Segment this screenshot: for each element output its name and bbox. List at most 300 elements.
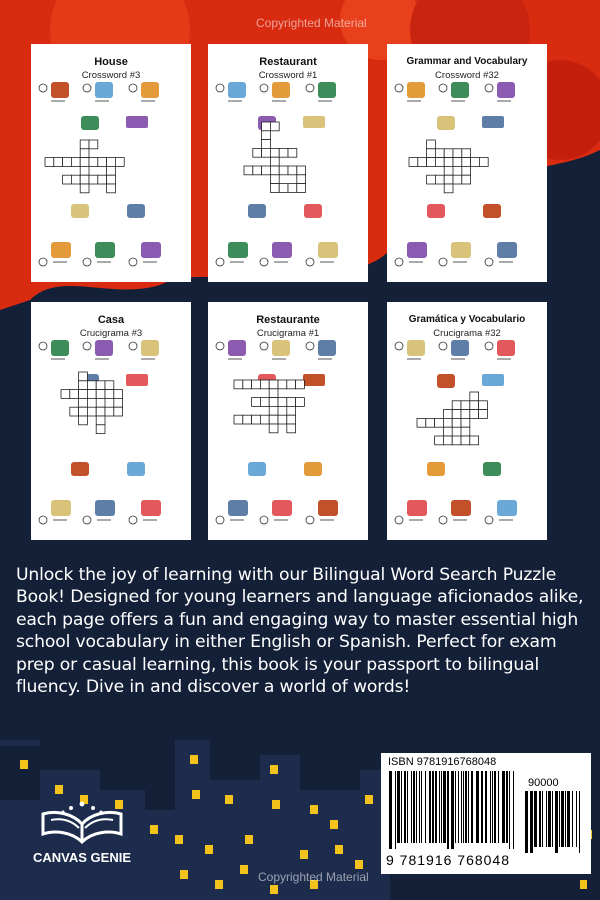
crossword-cell bbox=[79, 407, 88, 416]
barcode-bar bbox=[559, 791, 560, 847]
price-code: 90000 bbox=[528, 777, 559, 789]
barcode-box bbox=[381, 753, 591, 874]
barcode-bar bbox=[395, 771, 396, 849]
clue-word-line bbox=[453, 519, 467, 521]
crossword-cell bbox=[96, 425, 105, 434]
clue-word-line bbox=[230, 261, 244, 263]
clue-picture-icon bbox=[127, 462, 145, 476]
clue-picture-icon bbox=[407, 500, 427, 516]
crossword-cell bbox=[453, 158, 462, 167]
clue-number-badge bbox=[395, 516, 403, 524]
crossword-cell bbox=[253, 166, 262, 175]
crossword-cell bbox=[269, 398, 278, 407]
barcode-bar bbox=[441, 771, 442, 843]
crossword-cell bbox=[269, 389, 278, 398]
crossword-cell bbox=[79, 390, 88, 399]
crossword-cell bbox=[260, 380, 269, 389]
lit-window bbox=[192, 790, 200, 799]
crossword-cell bbox=[453, 175, 462, 184]
barcode-bar bbox=[468, 771, 469, 843]
clue-number-badge bbox=[306, 342, 314, 350]
watermark-top: Copyrighted Material bbox=[256, 16, 367, 30]
clue-word-line bbox=[409, 261, 423, 263]
clue-picture-icon bbox=[407, 242, 427, 258]
crossword-cell bbox=[435, 418, 444, 427]
clue-word-line bbox=[453, 261, 467, 263]
card-subtitle: Crucigrama #3 bbox=[79, 328, 143, 339]
clue-number-badge bbox=[306, 84, 314, 92]
barcode-bar bbox=[539, 791, 541, 847]
building-roof bbox=[0, 740, 40, 746]
crossword-cell bbox=[80, 158, 89, 167]
crossword-cell bbox=[80, 140, 89, 149]
clue-word-line bbox=[143, 261, 157, 263]
clue-number-badge bbox=[129, 258, 137, 266]
barcode-bar bbox=[502, 771, 505, 843]
crossword-cell bbox=[80, 149, 89, 158]
brand-name: CANVAS GENIE bbox=[33, 850, 131, 865]
crossword-cell bbox=[462, 158, 471, 167]
barcode-bar bbox=[555, 791, 558, 853]
crossword-cell bbox=[54, 158, 63, 167]
clue-picture-icon bbox=[437, 116, 455, 130]
barcode-bars bbox=[389, 771, 514, 851]
lit-window bbox=[365, 795, 373, 804]
crossword-cell bbox=[470, 436, 479, 445]
crossword-cell bbox=[262, 131, 271, 140]
crossword-cell bbox=[79, 372, 88, 381]
lit-window bbox=[355, 860, 363, 869]
crossword-cell bbox=[409, 158, 418, 167]
card-casa bbox=[31, 302, 191, 540]
crossword-cell bbox=[452, 410, 461, 419]
clue-picture-icon bbox=[483, 462, 501, 476]
clue-picture-icon bbox=[141, 340, 159, 356]
crossword-cell bbox=[70, 390, 79, 399]
crossword-cell bbox=[260, 398, 269, 407]
crossword-cell bbox=[296, 380, 305, 389]
crossword-cell bbox=[107, 166, 116, 175]
clue-number-badge bbox=[439, 84, 447, 92]
lit-window bbox=[580, 880, 587, 889]
barcode-bar bbox=[407, 771, 408, 843]
crossword-cell bbox=[435, 158, 444, 167]
crossword-cell bbox=[279, 184, 288, 193]
crossword-cell bbox=[114, 407, 123, 416]
clue-picture-icon bbox=[95, 82, 113, 98]
clue-picture-icon bbox=[95, 242, 115, 258]
crossword-cell bbox=[270, 122, 279, 131]
crossword-cell bbox=[279, 148, 288, 157]
clue-word-line bbox=[320, 519, 334, 521]
crossword-cell bbox=[444, 158, 453, 167]
clue-picture-icon bbox=[272, 340, 290, 356]
clue-number-badge bbox=[216, 84, 224, 92]
crossword-cell bbox=[270, 157, 279, 166]
clue-word-line bbox=[318, 358, 332, 360]
crossword-cell bbox=[461, 410, 470, 419]
barcode-bar bbox=[443, 771, 446, 843]
barcode-bar bbox=[525, 791, 528, 853]
crossword-cell bbox=[234, 415, 243, 424]
crossword-cell bbox=[417, 418, 426, 427]
crossword-cell bbox=[70, 407, 79, 416]
barcode-bar bbox=[546, 791, 547, 847]
clue-picture-icon bbox=[228, 82, 246, 98]
barcode-bar bbox=[429, 771, 431, 843]
clue-word-line bbox=[407, 100, 421, 102]
crossword-cell bbox=[71, 158, 80, 167]
barcode-bar bbox=[542, 791, 543, 847]
clue-number-badge bbox=[395, 84, 403, 92]
clue-word-line bbox=[497, 358, 511, 360]
crossword-cell bbox=[461, 436, 470, 445]
crossword-cell bbox=[63, 158, 72, 167]
clue-picture-icon bbox=[497, 82, 515, 98]
clue-number-badge bbox=[83, 342, 91, 350]
clue-picture-icon bbox=[304, 462, 322, 476]
barcode-bar bbox=[413, 771, 415, 843]
clue-picture-icon bbox=[71, 462, 89, 476]
clue-picture-icon bbox=[141, 242, 161, 258]
crossword-cell bbox=[115, 158, 124, 167]
clue-picture-icon bbox=[228, 242, 248, 258]
clue-picture-icon bbox=[127, 204, 145, 218]
crossword-cell bbox=[80, 184, 89, 193]
crossword-cell bbox=[105, 390, 114, 399]
crossword-cell bbox=[262, 166, 271, 175]
clue-word-line bbox=[230, 519, 244, 521]
clue-picture-icon bbox=[318, 242, 338, 258]
clue-number-badge bbox=[216, 342, 224, 350]
crossword-cell bbox=[105, 407, 114, 416]
clue-number-badge bbox=[260, 84, 268, 92]
crossword-cell bbox=[244, 166, 253, 175]
crossword-cell bbox=[96, 398, 105, 407]
clue-picture-icon bbox=[483, 204, 501, 218]
clue-picture-icon bbox=[451, 340, 469, 356]
barcode-bar bbox=[579, 791, 580, 853]
barcode-bar bbox=[455, 771, 456, 843]
crossword-cell bbox=[243, 415, 252, 424]
lit-window bbox=[205, 845, 213, 854]
clue-picture-icon bbox=[51, 500, 71, 516]
clue-number-badge bbox=[439, 516, 447, 524]
isbn-label: ISBN 9781916768048 bbox=[388, 756, 497, 768]
crossword-cell bbox=[443, 436, 452, 445]
card-grammar-vocabulary bbox=[387, 44, 547, 282]
clue-picture-icon bbox=[303, 116, 325, 128]
clue-picture-icon bbox=[272, 242, 292, 258]
barcode-bar bbox=[567, 791, 570, 847]
card-subtitle: Crossword #3 bbox=[81, 70, 141, 81]
clue-number-badge bbox=[39, 342, 47, 350]
crossword-cell bbox=[262, 148, 271, 157]
card-subtitle: Crossword #32 bbox=[435, 70, 499, 81]
crossword-cell bbox=[269, 415, 278, 424]
clue-picture-icon bbox=[248, 462, 266, 476]
lit-window bbox=[270, 885, 278, 894]
crossword-cell bbox=[435, 175, 444, 184]
crossword-cell bbox=[462, 149, 471, 158]
barcode-bar bbox=[565, 791, 566, 847]
lit-window bbox=[335, 845, 343, 854]
crossword-cell bbox=[297, 184, 306, 193]
barcode-bar bbox=[490, 771, 491, 843]
card-title: Casa bbox=[97, 314, 125, 326]
clue-number-badge bbox=[83, 258, 91, 266]
clue-picture-icon bbox=[51, 340, 69, 356]
barcode-bar bbox=[432, 771, 434, 843]
crossword-cell bbox=[98, 158, 107, 167]
clue-picture-icon bbox=[95, 500, 115, 516]
crossword-cell bbox=[479, 410, 488, 419]
crossword-cell bbox=[63, 175, 72, 184]
clue-picture-icon bbox=[51, 242, 71, 258]
barcode-bar bbox=[572, 791, 573, 847]
crossword-cell bbox=[252, 415, 261, 424]
crossword-cell bbox=[452, 418, 461, 427]
clue-picture-icon bbox=[497, 242, 517, 258]
card-title: House bbox=[94, 56, 128, 68]
clue-word-line bbox=[274, 261, 288, 263]
clue-word-line bbox=[318, 100, 332, 102]
clue-picture-icon bbox=[51, 82, 69, 98]
book-description: Unlock the joy of learning with our Bilingual Word Search Puzzle Book! Designed for young learners and language aficionados alike, each page offers a fun and engaging way to master essential high school vocabulary in either English or Spanish. Perfect for exam prep or casual learning, this book is your passport to bilingual fluency. Dive in and discover a world of words! bbox=[16, 565, 584, 698]
clue-picture-icon bbox=[141, 500, 161, 516]
clue-picture-icon bbox=[303, 374, 325, 386]
barcode-bar bbox=[451, 771, 454, 849]
lit-window bbox=[240, 865, 248, 874]
card-title: Restaurant bbox=[259, 56, 317, 68]
lit-window bbox=[330, 820, 338, 829]
clue-word-line bbox=[228, 358, 242, 360]
crossword-cell bbox=[426, 418, 435, 427]
crossword-cell bbox=[443, 427, 452, 436]
clue-word-line bbox=[272, 100, 286, 102]
isbn-digits: 9 781916 768048 bbox=[386, 852, 510, 868]
lit-window bbox=[180, 870, 188, 879]
lit-window bbox=[55, 785, 63, 794]
clue-number-badge bbox=[39, 516, 47, 524]
crossword-cell bbox=[288, 166, 297, 175]
clue-number-badge bbox=[39, 258, 47, 266]
crossword-cell bbox=[297, 166, 306, 175]
clue-picture-icon bbox=[437, 374, 455, 388]
clue-word-line bbox=[141, 100, 155, 102]
clue-word-line bbox=[272, 358, 286, 360]
barcode-bar bbox=[494, 771, 496, 843]
clue-number-badge bbox=[129, 516, 137, 524]
crossword-cell bbox=[71, 175, 80, 184]
clue-number-badge bbox=[306, 258, 314, 266]
barcode-bar bbox=[530, 791, 533, 853]
crossword-cell bbox=[443, 410, 452, 419]
clue-number-badge bbox=[260, 342, 268, 350]
crossword-cell bbox=[470, 392, 479, 401]
crossword-cell bbox=[269, 380, 278, 389]
crossword-cell bbox=[444, 149, 453, 158]
crossword-cell bbox=[45, 158, 54, 167]
barcode-bar bbox=[419, 771, 420, 843]
clue-word-line bbox=[409, 519, 423, 521]
crossword-cell bbox=[453, 149, 462, 158]
clue-number-badge bbox=[260, 516, 268, 524]
crossword-cell bbox=[89, 175, 98, 184]
clue-number-badge bbox=[129, 342, 137, 350]
barcode-bar bbox=[498, 771, 499, 843]
crossword-cell bbox=[114, 390, 123, 399]
crossword-cell bbox=[107, 175, 116, 184]
crossword-cell bbox=[418, 158, 427, 167]
card-restaurant bbox=[208, 44, 368, 282]
clue-number-badge bbox=[485, 84, 493, 92]
barcode-bar bbox=[411, 771, 412, 843]
crossword-cell bbox=[89, 158, 98, 167]
crossword-cell bbox=[296, 398, 305, 407]
clue-picture-icon bbox=[427, 204, 445, 218]
crossword-cell bbox=[270, 148, 279, 157]
crossword-cell bbox=[287, 424, 296, 433]
crossword-cell bbox=[243, 380, 252, 389]
clue-picture-icon bbox=[427, 462, 445, 476]
clue-picture-icon bbox=[95, 340, 113, 356]
clue-picture-icon bbox=[272, 82, 290, 98]
lit-window bbox=[245, 835, 253, 844]
crossword-cell bbox=[470, 410, 479, 419]
barcode-bar bbox=[404, 771, 406, 843]
barcode-bar bbox=[401, 771, 402, 843]
clue-word-line bbox=[228, 100, 242, 102]
crossword-cell bbox=[278, 415, 287, 424]
crossword-cell bbox=[79, 381, 88, 390]
clue-picture-icon bbox=[228, 340, 246, 356]
crossword-cell bbox=[462, 175, 471, 184]
crossword-cell bbox=[96, 407, 105, 416]
card-subtitle: Crossword #1 bbox=[258, 70, 318, 81]
building bbox=[145, 810, 175, 900]
crossword-cell bbox=[479, 401, 488, 410]
card-title: Grammar and Vocabulary bbox=[406, 56, 528, 67]
barcode-bar bbox=[397, 771, 400, 843]
card-title: Restaurante bbox=[256, 314, 320, 326]
crossword-cell bbox=[80, 166, 89, 175]
crossword-cell bbox=[278, 380, 287, 389]
crossword-cell bbox=[452, 436, 461, 445]
clue-picture-icon bbox=[71, 204, 89, 218]
crossword-cell bbox=[107, 184, 116, 193]
barcode-bar bbox=[548, 791, 551, 847]
barcode-bar bbox=[447, 771, 449, 849]
crossword-cell bbox=[252, 398, 261, 407]
lit-window bbox=[300, 850, 308, 859]
card-house bbox=[31, 44, 191, 282]
crossword-cell bbox=[297, 175, 306, 184]
open-book-logo-icon bbox=[37, 800, 127, 846]
clue-number-badge bbox=[39, 84, 47, 92]
crossword-cell bbox=[279, 166, 288, 175]
clue-word-line bbox=[97, 261, 111, 263]
crossword-cell bbox=[61, 390, 70, 399]
lit-window bbox=[272, 800, 280, 809]
crossword-cell bbox=[443, 418, 452, 427]
barcode-bar bbox=[476, 771, 479, 843]
crossword-cell bbox=[461, 418, 470, 427]
clue-word-line bbox=[51, 358, 65, 360]
crossword-cell bbox=[262, 140, 271, 149]
crossword-cell bbox=[87, 381, 96, 390]
barcode-bar bbox=[463, 771, 464, 843]
barcode-bar bbox=[389, 771, 392, 849]
crossword-cell bbox=[288, 148, 297, 157]
crossword-cell bbox=[270, 184, 279, 193]
lit-window bbox=[190, 755, 198, 764]
crossword-cell bbox=[79, 416, 88, 425]
clue-word-line bbox=[451, 100, 465, 102]
clue-number-badge bbox=[395, 342, 403, 350]
crossword-cell bbox=[462, 166, 471, 175]
clue-picture-icon bbox=[407, 340, 425, 356]
card-title: Gramática y Vocabulario bbox=[408, 314, 526, 325]
clue-word-line bbox=[141, 358, 155, 360]
crossword-cell bbox=[444, 175, 453, 184]
clue-number-badge bbox=[83, 84, 91, 92]
barcode-bar bbox=[458, 771, 459, 843]
barcode-bar bbox=[421, 771, 422, 843]
clue-picture-icon bbox=[228, 500, 248, 516]
barcode-bar bbox=[435, 771, 437, 843]
lit-window bbox=[175, 835, 183, 844]
clue-number-badge bbox=[439, 258, 447, 266]
clue-number-badge bbox=[306, 516, 314, 524]
card-gramatica-vocabulario bbox=[387, 302, 547, 540]
barcode-bar bbox=[552, 791, 553, 847]
crossword-cell bbox=[461, 427, 470, 436]
crossword-cell bbox=[427, 158, 436, 167]
clue-number-badge bbox=[395, 258, 403, 266]
clue-word-line bbox=[499, 519, 513, 521]
clue-picture-icon bbox=[248, 204, 266, 218]
clue-word-line bbox=[53, 261, 67, 263]
clue-number-badge bbox=[439, 342, 447, 350]
clue-picture-icon bbox=[482, 374, 504, 386]
crossword-cell bbox=[452, 401, 461, 410]
crossword-cell bbox=[114, 398, 123, 407]
clue-word-line bbox=[499, 261, 513, 263]
crossword-cell bbox=[260, 415, 269, 424]
clue-picture-icon bbox=[318, 340, 336, 356]
crossword-cell bbox=[269, 406, 278, 415]
clue-word-line bbox=[97, 519, 111, 521]
barcode-bar bbox=[481, 771, 483, 843]
lit-window bbox=[225, 795, 233, 804]
crossword-cell bbox=[105, 381, 114, 390]
clue-picture-icon bbox=[272, 500, 292, 516]
clue-picture-icon bbox=[126, 116, 148, 128]
clue-word-line bbox=[51, 100, 65, 102]
crossword-cell bbox=[287, 398, 296, 407]
crossword-cell bbox=[461, 401, 470, 410]
crossword-cell bbox=[253, 148, 262, 157]
clue-number-badge bbox=[485, 258, 493, 266]
clue-picture-icon bbox=[497, 340, 515, 356]
barcode-bar bbox=[425, 771, 426, 843]
clue-picture-icon bbox=[304, 204, 322, 218]
crossword-cell bbox=[435, 149, 444, 158]
crossword-cell bbox=[252, 380, 261, 389]
barcode-bar bbox=[461, 771, 462, 843]
crossword-cell bbox=[427, 175, 436, 184]
